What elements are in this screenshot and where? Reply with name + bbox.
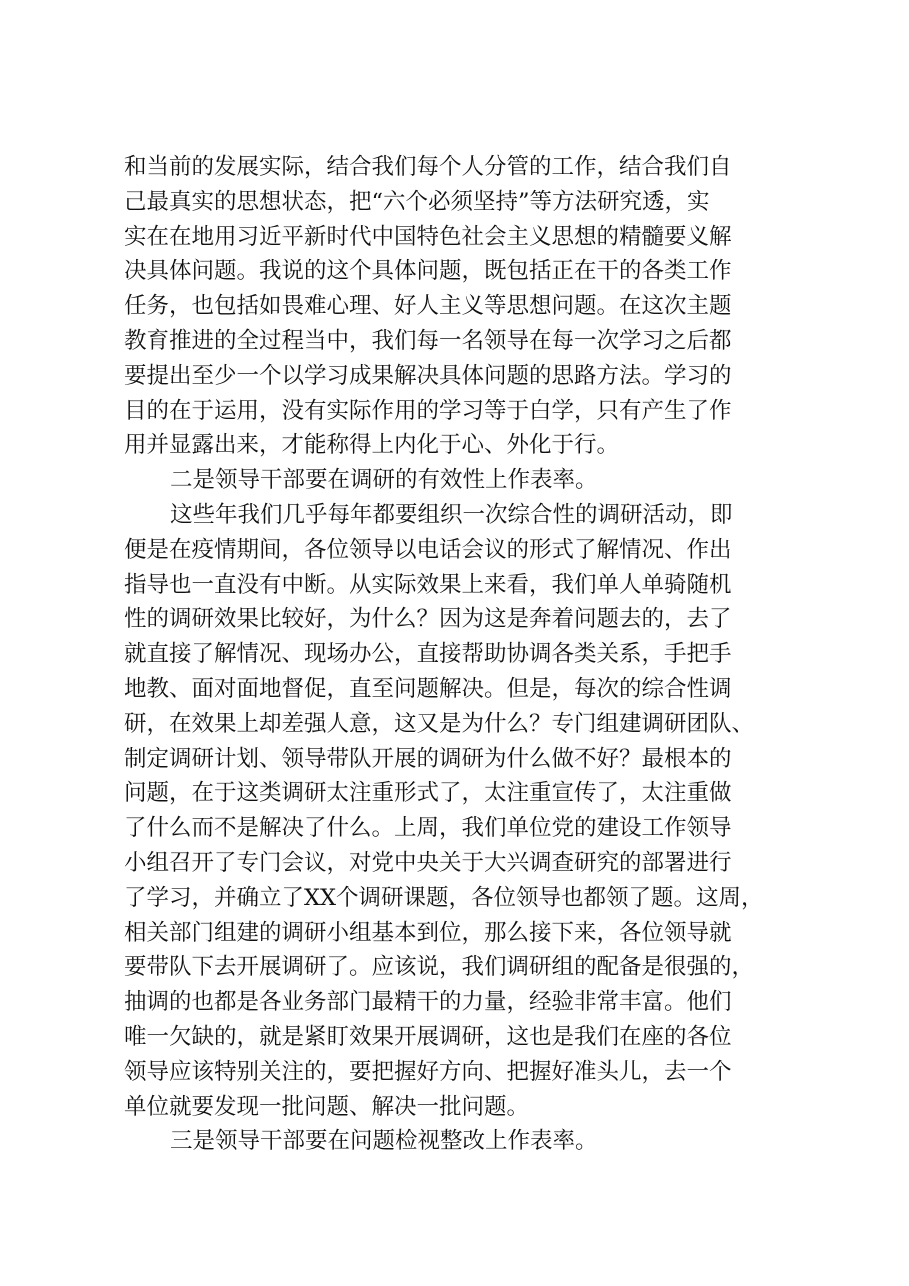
text-line: 小组召开了专门会议，对党中央关于大兴调查研究的部署进行: [124, 849, 732, 876]
text-line: 研，在效果上却差强人意，这又是为什么？专门组建调研团队、: [124, 710, 755, 737]
text-line: 唯一欠缺的，就是紧盯效果开展调研，这也是我们在座的各位: [124, 1023, 732, 1050]
text-line: 制定调研计划、领导带队开展的调研为什么做不好？最根本的: [124, 745, 732, 772]
text-line: 性的调研效果比较好，为什么？因为这是奔着问题去的，去了: [124, 606, 732, 633]
section-heading-3: 三是领导干部要在问题检视整改上作表率。: [170, 1128, 598, 1155]
body-text: [124, 150, 824, 1159]
text-line: 指导也一直没有中断。从实际效果上来看，我们单人单骑随机: [124, 571, 732, 598]
text-line: 己最真实的思想状态，把“六个必须坚持”等方法研究透，实: [124, 188, 710, 215]
text-line: 要带队下去开展调研了。应该说，我们调研组的配备是很强的，: [124, 954, 755, 981]
text-line: 实在在地用习近平新时代中国特色社会主义思想的精髓要义解: [124, 223, 732, 250]
text-line: 便是在疫情期间，各位领导以电话会议的形式了解情况、作出: [124, 536, 732, 563]
text-line: 就直接了解情况、现场办公，直接帮助协调各类关系，手把手: [124, 641, 732, 668]
text-line: 地教、面对面地督促，直至问题解决。但是，每次的综合性调: [124, 675, 732, 702]
text-line: 了什么而不是解决了什么。上周，我们单位党的建设工作领导: [124, 815, 732, 842]
text-line: 和当前的发展实际，结合我们每个人分管的工作，结合我们自: [124, 154, 732, 180]
text-line: 单位就要发现一批问题、解决一批问题。: [124, 1093, 530, 1120]
section-heading-2: 二是领导干部要在调研的有效性上作表率。: [170, 467, 598, 494]
text-line: 教育推进的全过程当中，我们每一名领导在每一次学习之后都: [124, 327, 732, 354]
text-line: 抽调的也都是各业务部门最精干的力量，经验非常丰富。他们: [124, 989, 732, 1016]
text-line: 用并显露出来，才能称得上内化于心、外化于行。: [124, 432, 620, 459]
text-line: 要提出至少一个以学习成果解决具体问题的思路方法。学习的: [124, 362, 732, 389]
text-line: 任务，也包括如畏难心理、好人主义等思想问题。在这次主题: [124, 293, 732, 320]
text-line: 了学习，并确立了XX个调研课题，各位领导也都领了题。这周，: [124, 884, 764, 911]
paragraph-start: 这些年我们几乎每年都要组织一次综合性的调研活动，即: [170, 501, 733, 528]
text-line: 决具体问题。我说的这个具体问题，既包括正在干的各类工作: [124, 258, 732, 285]
text-line: 问题，在于这类调研太注重形式了，太注重宣传了，太注重做: [124, 780, 732, 807]
text-line: 目的在于运用，没有实际作用的学习等于白学，只有产生了作: [124, 397, 732, 424]
text-line: 领导应该特别关注的，要把握好方向、把握好准头儿，去一个: [124, 1058, 732, 1085]
text-line: 相关部门组建的调研小组基本到位，那么接下来，各位领导就: [124, 919, 732, 946]
